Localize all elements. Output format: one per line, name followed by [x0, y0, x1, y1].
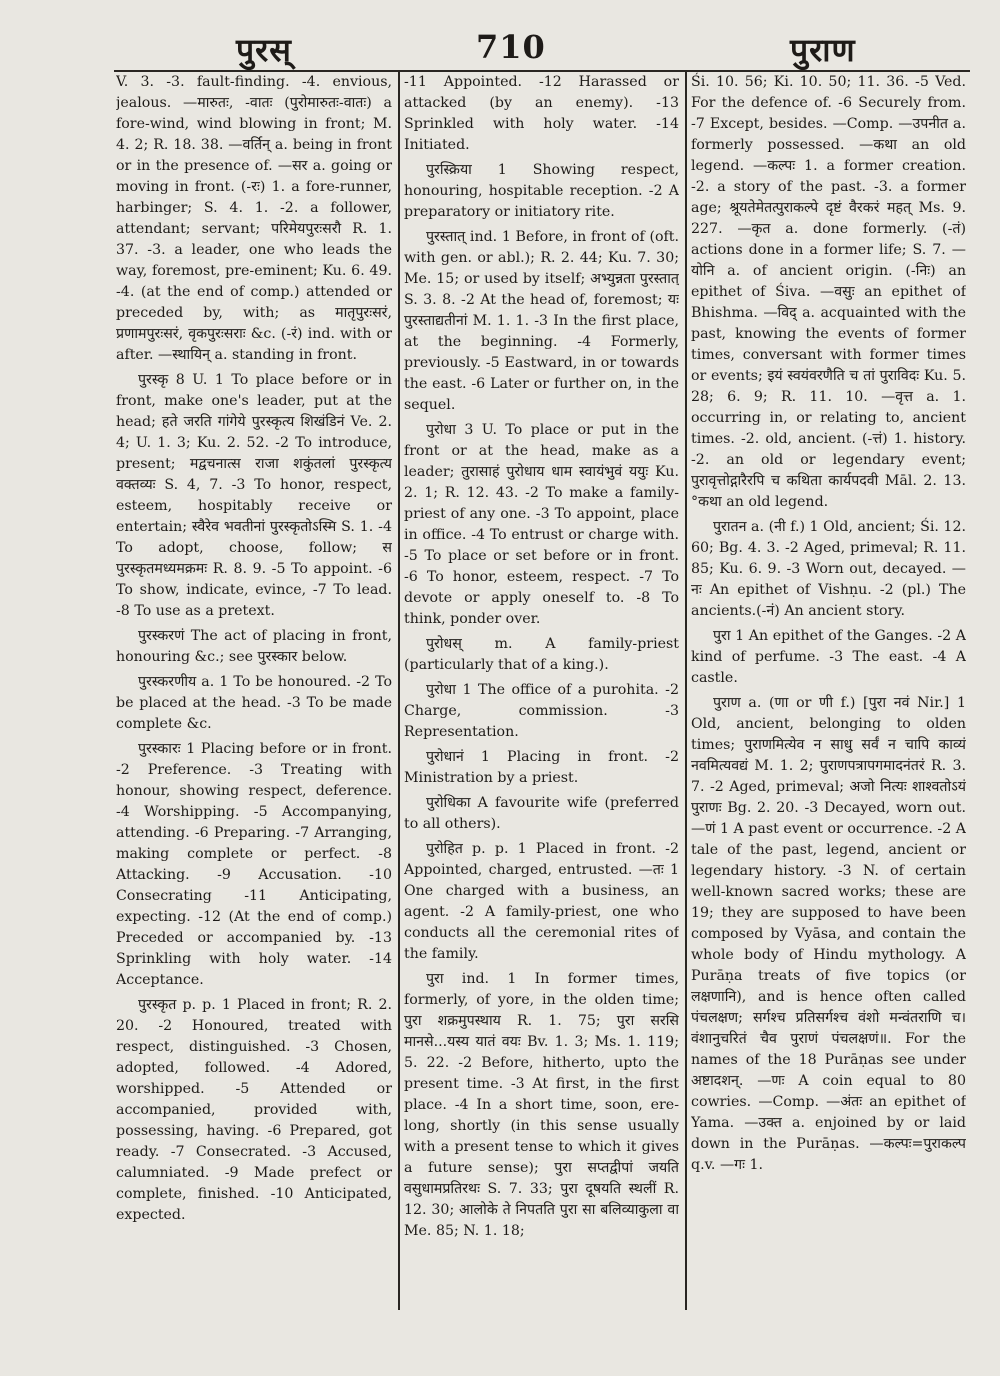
dictionary-entry: पुरस्तात् ind. 1 Before, in front of (oft. with gen. or abl.); R. 2. 44; Ku. 7. 30; Me. 15; or used by itself; अभ्युन्नता पुरस्तात् S. 3. 8. -2 At the head of, foremost; यः पुरस्ताद्यतीनां M. 1. 1. -3 In the first place, at the beginning. -4 Formerly, previously. -5 Eastward, in or towards the east. -6 Later or further on, in the sequel. — [404, 229, 679, 413]
dictionary-entry: पुरस्कृत p. p. 1 Placed in front; R. 2. 20. -2 Honoured, treated with respect, distinguished. -3 Chosen, adopted, followed. -4 Adored, worshipped. -5 Attended or accompanied, provided with, possessing, having. -6 Prepared, got ready. -7 Consecrated. -3 Accused, calumniated. -9 Made prefect or complete, finished. -10 Anticipated, expected. — [116, 997, 392, 1223]
column-divider — [685, 70, 687, 1310]
right-guide-word: पुराण — [790, 31, 856, 69]
dictionary-entry: पुरस्करणीय a. 1 To be honoured. -2 To be placed at the head. -3 To be made complete &c. — [116, 674, 392, 732]
dictionary-entry: पुरस्कृ 8 U. 1 To place before or in front, make one's leader, put at the head; हते जरति गांगेये पुरस्कृत्य शिखंडिनं Ve. 2. 4; U. 1. 3; Ku. 2. 52. -2 To introduce, present; मद्वचनात्स राजा शकुंतलां पुरस्कृत्य वक्तव्यः S. 4, 7. -3 To honor, respect, esteem, hospitably receive or entertain; स्वैरेव भवतीनां पुरस्कृतोऽस्मि S. 1. -4 To adopt, choose, follow; स पुरस्कृतमध्यमक्रमः R. 8. 9. -5 To appoint. -6 To show, indicate, evince, -7 To lead. -8 To use as a pretext. — [116, 372, 392, 619]
dictionary-entry: पुरोधस् m. A family-priest (particularly that of a king.). — [404, 636, 679, 673]
dictionary-entry: -11 Appointed. -12 Harassed or attacked (by an enemy). -13 Sprinkled with holy water. -14 Initiated. — [404, 74, 679, 153]
column-1 — [116, 72, 392, 1302]
dictionary-entry: पुरोधिका A favourite wife (preferred to all others). — [404, 795, 679, 832]
dictionary-entry: पुरस्कारः 1 Placing before or in front. -2 Preference. -3 Treating with honour, showing respect, deference. -4 Worshipping. -5 Accompanying, attending. -6 Preparing. -7 Arranging, making complete or perfect. -8 Attacking. -9 Accusation. -10 Consecrating -11 Anticipating, expecting. -12 (At the end of comp.) Preceded or accompanied by. -13 Sprinkling with holy water. -14 Acceptance. — [116, 741, 392, 988]
dictionary-entry: पुरोहित p. p. 1 Placed in front. -2 Appointed, charged, entrusted. —तः 1 One charged with a business, an agent. -2 A family-priest, one who conducts all the ceremonial rites of the family. — [404, 841, 679, 962]
dictionary-entry: पुरस्क्रिया 1 Showing respect, honouring, hospitable reception. -2 A preparatory or initiatory rite. — [404, 162, 679, 220]
dictionary-entry: पुरोधा 3 U. To place or put in the front or at the head, make as a leader; तुरासाहं पुरोधाय धाम स्वायंभुवं ययुः Ku. 2. 1; R. 12. 43. -2 To make a family-priest of any one. -3 To appoint, place in office. -4 To entrust or charge with. -5 To place or set before or in front. -6 To honor, esteem, respect. -7 To devote or apply oneself to. -8 To think, ponder over. — [404, 422, 679, 627]
dictionary-entry: पुरातन a. (नी f.) 1 Old, ancient; Śi. 12. 60; Bg. 4. 3. -2 Aged, primeval; R. 11. 85; Ku. 6. 9. -3 Worn out, decayed. —नः An epithet of Vishṇu. -2 (pl.) The ancients.(-नं) An ancient story. — [691, 519, 966, 619]
left-guide-word: पुरस् — [236, 31, 292, 69]
dictionary-entry: Śi. 10. 56; Ki. 10. 50; 11. 36. -5 Ved. For the defence of. -6 Securely from. -7 Except, besides. —Comp. —उपनीत a. formerly possessed. —कथा an old legend. —कल्पः 1. a former creation. -2. a story of the past. -3. a former age; श्रूयतेमेतत्पुराकल्पे दृष्टं वैरकरं महत् Ms. 9. 227. —कृत a. done formerly. (-तं) actions done in a former life; S. 7. —योनि a. of ancient origin. (-निः) an epithet of Śiva. —वसुः an epithet of Bhishma. —विद् a. acquainted with the past, knowing the events of former times, conversant with former times or events; इयं स्वयंवरणैति च तां पुराविदः Ku. 5. 28; 6. 9; R. 11. 10. —वृत्त a. 1. occurring in, or relating to, ancient times. -2. old, ancient. (-त्तं) 1. history. -2. an old or legendary event; पुरावृत्तोद्गारैरपि च कथिता कार्यपदवी Māl. 2. 13. °कथा an old legend. — [691, 74, 966, 510]
column-3 — [691, 72, 966, 1302]
dictionary-entry: पुरस्करणं The act of placing in front, honouring &c.; see पुरस्कार below. — [116, 628, 392, 665]
dictionary-entry: पुराण a. (णा or णी f.) [पुरा नवं Nir.] 1 Old, ancient, belonging to olden times; पुराणमित्येव न साधु सर्वं न चापि काव्यं नवमित्यवद्यं M. 1. 2; पुराणपत्रापगमादनंतरं R. 3. 7. -2 Aged, primeval; अजो नित्यः शाश्वतोऽयं पुराणः Bg. 2. 20. -3 Decayed, worn out. —णं 1 A past event or occurrence. -2 A tale of the past, legend, ancient or legendary history. -3 N. of certain well-known sacred works; these are 19; they are supposed to have been composed by Vyāsa, and contain the whole body of Hindu mythology. A Purāṇa treats of five topics (or लक्षणानि), and is hence often called पंचलक्षण; सर्गश्च प्रतिसर्गश्च वंशो मन्वंतराणि च। वंशानुचरितं चैव पुराणं पंचलक्षणं॥. For the names of the 18 Purāṇas see under अष्टादशन्. —णः A coin equal to 80 cowries. —Comp. —अंतः an epithet of Yama. —उक्त a. enjoined by or laid down in the Purāṇas. —कल्पः=पुराकल्प q.v. —गः 1. — [691, 695, 966, 1173]
column-2 — [404, 72, 679, 1302]
dictionary-entry: पुरोधा 1 The office of a purohita. -2 Charge, commission. -3 Representation. — [404, 682, 679, 740]
dictionary-entry: पुरोधानं 1 Placing in front. -2 Ministration by a priest. — [404, 749, 679, 786]
dictionary-entry: V. 3. -3. fault-finding. -4. envious, jealous. —मारुतः, -वातः (पुरोमारुतः-वातः) a fore-wind, wind blowing in front; M. 4. 2; R. 18. 38. —वर्तिन् a. being in front or in the presence of. —सर a. going or moving in front. (-रः) 1. a fore-runner, harbinger; S. 4. 1. -2. a follower, attendant; servant; परिमेयपुरःसरौ R. 1. 37. -3. a leader, one who leads the way, foremost, pre-eminent; Ku. 6. 49. -4. (at the end of comp.) attended or preceded by, with; as मातृपुरःसरं, प्रणामपुरःसरं, वृकपुरःसराः &c. (-रं) ind. with or after. —स्थायिन् a. standing in front. — [116, 74, 392, 363]
dictionary-entry: पुरा ind. 1 In former times, formerly, of yore, in the olden time; पुरा शक्रमुपस्थाय R. 1. 75; पुरा सरसि मानसे...यस्य यातं वयः Bv. 1. 3; Ms. 1. 119; 5. 22. -2 Before, hitherto, upto the present time. -3 At first, in the first place. -4 In a short time, soon, ere-long, shortly (in this sense usually with a present tense to which it gives a future sense); पुरा सप्तद्वीपां जयति वसुधामप्रतिरथः S. 7. 33; पुरा दूषयति स्थलीं R. 12. 30; आलोके ते निपतति पुरा सा बलिव्याकुला वा Me. 85; N. 1. 18; — [404, 971, 679, 1239]
column-divider — [398, 70, 400, 1310]
page-number: 710 — [476, 28, 546, 66]
dictionary-entry: पुरा 1 An epithet of the Ganges. -2 A kind of perfume. -3 The east. -4 A castle. — [691, 628, 966, 686]
page-header — [0, 20, 1000, 74]
